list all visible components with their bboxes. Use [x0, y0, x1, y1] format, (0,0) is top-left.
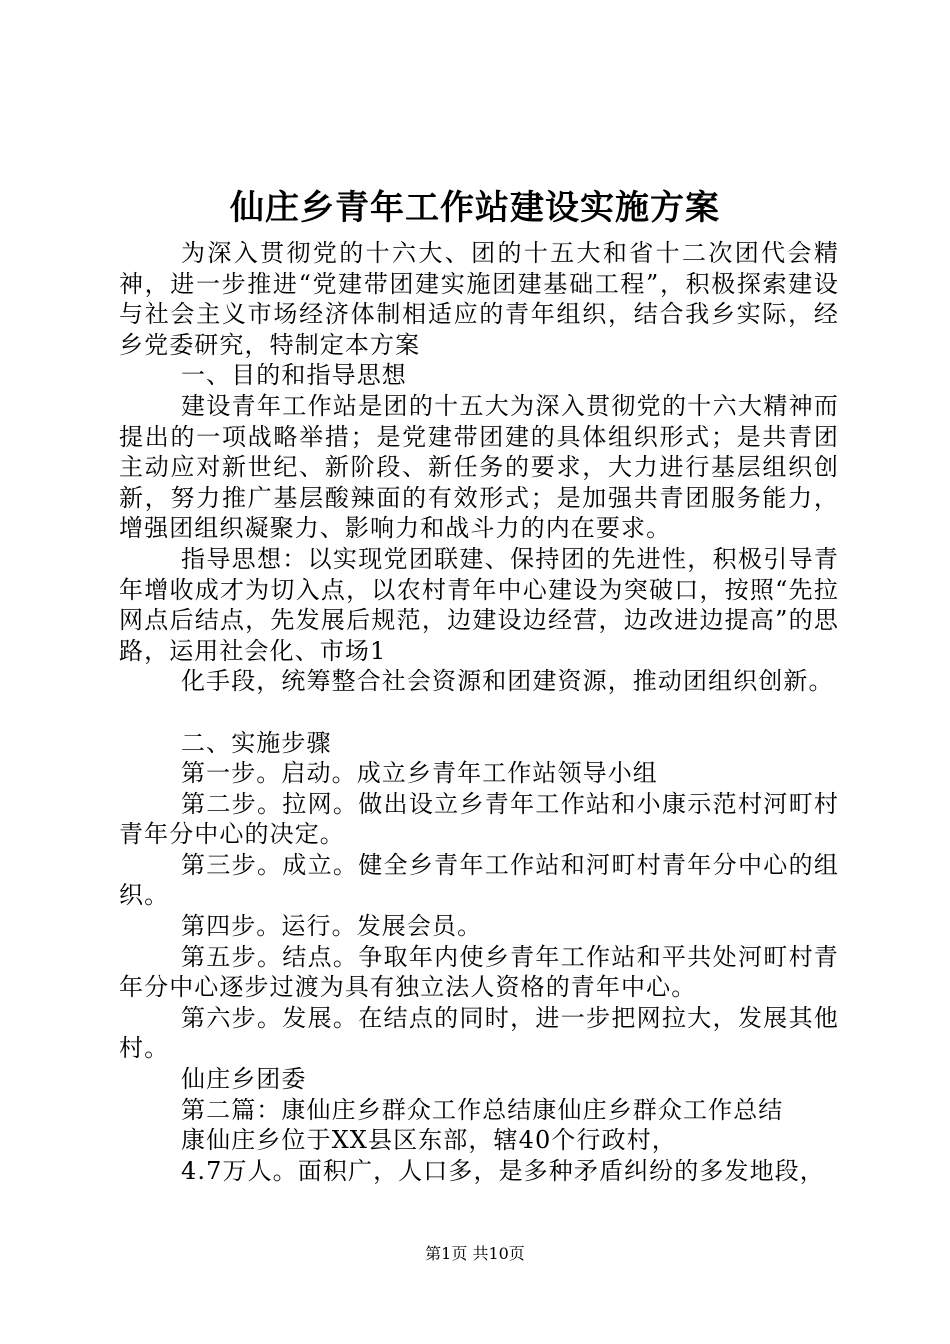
step-item: 第四步。运行。发展会员。 [181, 912, 483, 941]
section-heading-purpose: 一、目的和指导思想 [181, 361, 407, 390]
page-number: 第1页 共10页 [425, 1244, 525, 1263]
step-item: 第一步。启动。成立乡青年工作站领导小组 [181, 759, 658, 788]
document-body [119, 238, 839, 1186]
chapter-heading: 第二篇：康仙庄乡群众工作总结康仙庄乡群众工作总结 [181, 1095, 784, 1124]
signature-line: 仙庄乡团委 [181, 1065, 307, 1094]
step-item: 第二步。拉网。做出设立乡青年工作站和小康示范村河町村青年分中心的决定。 [119, 789, 839, 849]
body-paragraph: 建设青年工作站是团的十五大为深入贯彻党的十六大精神而提出的一项战略举措；是党建带团建的具体组织形式；是共青团主动应对新世纪、新阶段、新任务的要求，大力进行基层组织创新，努力推广基层酸辣面的有效形式；是加强共青团服务能力，增强团组织凝聚力、影响力和战斗力的内在要求。 [119, 391, 839, 543]
blank-line [119, 697, 839, 728]
section-heading-steps: 二、实施步骤 [181, 728, 332, 757]
body-paragraph: 化手段，统筹整合社会资源和团建资源，推动团组织创新。 [181, 667, 834, 696]
document-title: 仙庄乡青年工作站建设实施方案 [230, 188, 720, 228]
body-paragraph: 指导思想：以实现党团联建、保持团的先进性，积极引导青年增收成才为切入点，以农村青年中心建设为突破口，按照“先拉网点后结点，先发展后规范，边建设边经营，边改进边提高”的思路，运用社会化、市场1 [119, 544, 839, 665]
step-item: 第五步。结点。争取年内使乡青年工作站和平共处河町村青年分中心逐步过渡为具有独立法人资格的青年中心。 [119, 942, 839, 1002]
body-paragraph: 4.7万人。面积广，人口多，是多种矛盾纠纷的多发地段， [181, 1156, 825, 1185]
step-item: 第三步。成立。健全乡青年工作站和河町村青年分中心的组织。 [119, 850, 839, 910]
body-paragraph: 康仙庄乡位于XX县区东部，辖40个行政村， [181, 1126, 677, 1155]
intro-paragraph: 为深入贯彻党的十六大、团的十五大和省十二次团代会精神，进一步推进“党建带团建实施团建基础工程”，积极探索建设与社会主义市场经济体制相适应的青年组织，结合我乡实际，经乡党委研究，特制定本方案 [119, 239, 839, 359]
step-item: 第六步。发展。在结点的同时，进一步把网拉大，发展其他村。 [119, 1003, 839, 1063]
